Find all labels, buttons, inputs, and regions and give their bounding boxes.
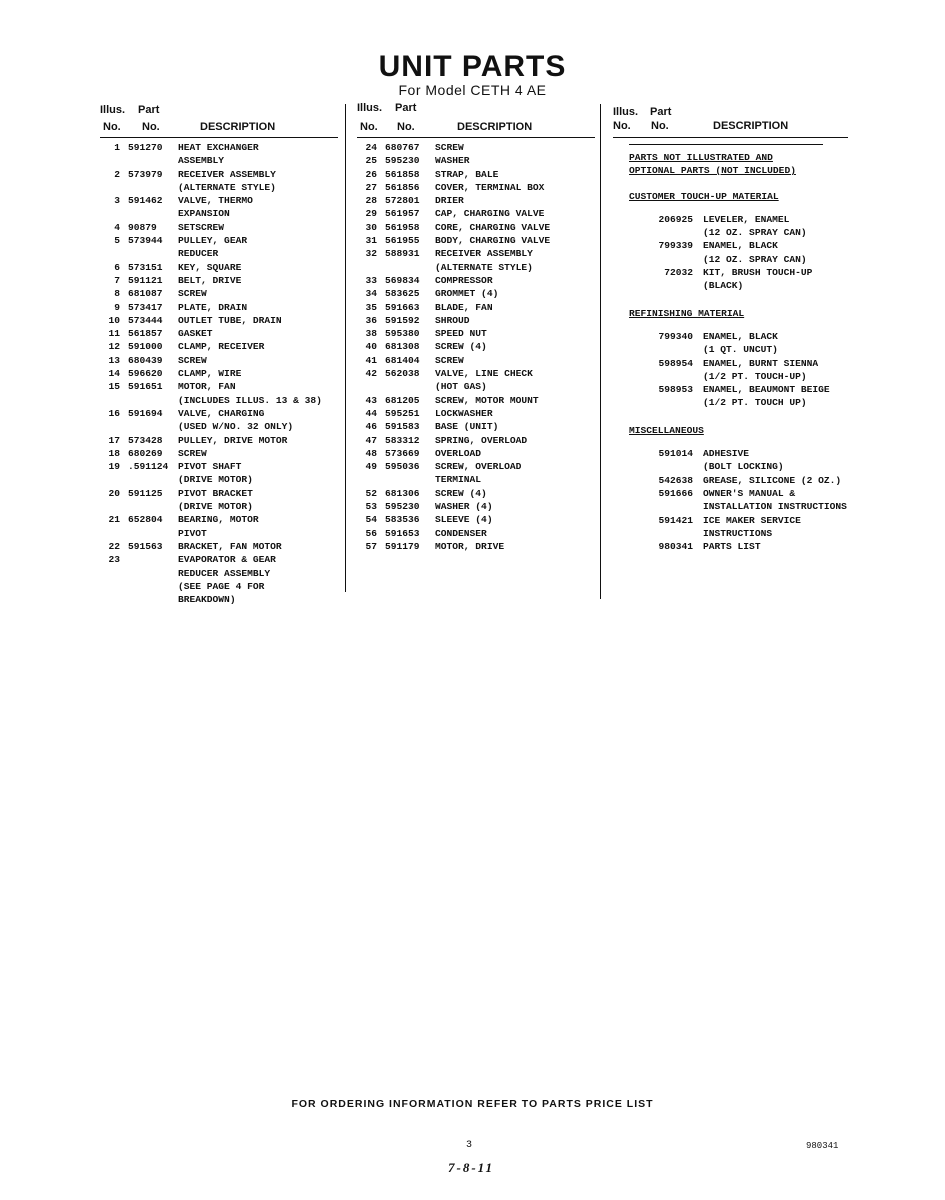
illus-number: 26 (365, 168, 377, 180)
illus-number: 11 (108, 328, 120, 340)
column-divider (600, 104, 601, 599)
part-number: 569834 (385, 274, 420, 286)
part-number: 595230 (385, 501, 420, 513)
part-description: KIT, BRUSH TOUCH-UP (703, 267, 813, 279)
part-number: 681308 (385, 341, 420, 353)
part-number: 591462 (128, 195, 163, 207)
illus-number: 46 (365, 421, 377, 433)
part-number: 681404 (385, 354, 420, 366)
part-number: 588931 (385, 248, 420, 260)
header-rule (357, 137, 595, 138)
part-description: SCREW (435, 142, 464, 153)
illus-number: 3 (114, 195, 120, 207)
part-description: BASE (UNIT) (435, 421, 499, 433)
illus-number: 36 (365, 314, 377, 326)
part-description: PULLEY, GEAR (178, 235, 248, 247)
part-description: OWNER'S MANUAL & (703, 487, 796, 499)
list-item (629, 370, 859, 383)
illus-number: 4 (114, 221, 120, 233)
part-number: 595036 (385, 461, 420, 473)
part-description: SPEED NUT (435, 328, 487, 340)
header-part: Part (650, 106, 672, 118)
header-illus: Illus. (357, 102, 383, 114)
section-title: REFINISHING MATERIAL (629, 307, 745, 319)
illus-number: 35 (365, 301, 377, 313)
illus-number: 38 (365, 328, 377, 340)
header-part: Part (138, 104, 160, 116)
part-description: ADHESIVE (703, 448, 750, 460)
header-part-no: No. (142, 121, 160, 133)
part-description: SCREW (178, 354, 207, 366)
illus-number: 41 (365, 354, 377, 366)
illus-number: 8 (114, 288, 120, 300)
part-description: LEVELER, ENAMEL (703, 213, 790, 225)
part-number: 598953 (658, 384, 693, 396)
list-item (629, 460, 859, 473)
part-description: PULLEY, DRIVE MOTOR (178, 434, 288, 446)
header-illus-no: No. (103, 121, 121, 133)
illus-number: 12 (108, 341, 120, 353)
part-description: REDUCER ASSEMBLY (178, 567, 271, 579)
part-description: SCREW (4) (435, 487, 487, 499)
header-rule (100, 137, 338, 138)
illus-number: 5 (114, 235, 120, 247)
header-description: DESCRIPTION (457, 121, 533, 133)
illus-number: 20 (108, 487, 120, 499)
column-header (357, 102, 595, 138)
part-description: STRAP, BALE (435, 168, 499, 180)
part-number: 591000 (128, 341, 163, 353)
part-number: 561958 (385, 221, 420, 233)
illus-number: 18 (108, 447, 120, 459)
column-header (100, 102, 338, 138)
part-description: BELT, DRIVE (178, 274, 242, 286)
part-description: VALVE, LINE CHECK (435, 368, 533, 380)
illus-number: 29 (365, 208, 377, 220)
part-number: 799340 (658, 330, 693, 342)
part-description: CLAMP, WIRE (178, 368, 242, 380)
part-description: TERMINAL (435, 474, 482, 486)
part-description: KEY, SQUARE (178, 261, 242, 273)
part-number: 562038 (385, 368, 420, 380)
list-item (629, 383, 859, 396)
part-description: EVAPORATOR & GEAR (178, 554, 276, 566)
header-part-no: No. (651, 120, 669, 132)
illus-number: 33 (365, 274, 377, 286)
illus-number: 15 (108, 381, 120, 393)
part-description: CAP, CHARGING VALVE (435, 208, 545, 220)
part-number: 591653 (385, 527, 420, 539)
part-description: (HOT GAS) (435, 381, 487, 393)
part-description: (BOLT LOCKING) (703, 461, 784, 473)
list-item (629, 330, 859, 343)
illus-number: 40 (365, 341, 377, 353)
part-description: SCREW (435, 354, 464, 366)
part-description: VALVE, CHARGING (178, 407, 265, 419)
header-illus-no: No. (613, 120, 631, 132)
part-description: COMPRESSOR (435, 274, 493, 286)
part-description: INSTALLATION INSTRUCTIONS (703, 501, 847, 513)
part-description: DRIER (435, 195, 464, 207)
part-number: 680269 (128, 447, 163, 459)
part-number: 680439 (128, 354, 163, 366)
list-item (629, 447, 859, 460)
part-description: REDUCER (178, 248, 219, 260)
part-description: PIVOT (178, 527, 207, 539)
page-title: UNIT PARTS (378, 50, 567, 83)
illus-number: 32 (365, 248, 377, 260)
part-number: 591651 (128, 381, 163, 393)
illus-number: 19 (108, 461, 120, 473)
part-description: ENAMEL, BURNT SIENNA (703, 357, 819, 369)
illus-number: 30 (365, 221, 377, 233)
part-number: 591663 (385, 301, 420, 313)
illus-number: 9 (114, 301, 120, 313)
part-number: 681087 (128, 288, 163, 300)
illus-number: 34 (365, 288, 377, 300)
part-description: ASSEMBLY (178, 155, 225, 167)
list-item (629, 540, 859, 553)
part-description: PIVOT BRACKET (178, 487, 253, 499)
list-item (629, 343, 859, 356)
part-description: GASKET (178, 328, 213, 340)
part-description: RECEIVER ASSEMBLY (435, 248, 533, 260)
part-description: WASHER (435, 155, 470, 167)
illus-number: 47 (365, 434, 377, 446)
part-number: 90879 (128, 221, 157, 233)
parts-column-3 (613, 102, 848, 553)
part-description: VALVE, THERMO (178, 195, 253, 207)
part-number: 681306 (385, 487, 420, 499)
part-description: (ALTERNATE STYLE) (435, 261, 533, 273)
parts-column-2 (357, 102, 595, 552)
part-number: 595380 (385, 328, 420, 340)
part-description: (12 OZ. SPRAY CAN) (703, 253, 807, 265)
part-description: PARTS LIST (703, 541, 761, 553)
material-section (629, 424, 859, 554)
parts-column-1 (100, 102, 338, 606)
not-illustrated-line-2: OPTIONAL PARTS (NOT INCLUDED) (629, 165, 796, 177)
part-number: 573669 (385, 447, 420, 459)
part-number: 591563 (128, 540, 163, 552)
list-item (629, 279, 859, 292)
part-description: (DRIVE MOTOR) (178, 501, 253, 513)
part-description: SPRING, OVERLOAD (435, 434, 528, 446)
illus-number: 52 (365, 487, 377, 499)
illus-number: 42 (365, 368, 377, 380)
part-number: 591179 (385, 540, 420, 552)
part-description: (1 QT. UNCUT) (703, 344, 778, 356)
part-description: LOCKWASHER (435, 407, 493, 419)
part-description: BLADE, FAN (435, 301, 493, 313)
illus-number: 49 (365, 461, 377, 473)
list-item (629, 514, 859, 527)
part-number: .591124 (128, 461, 169, 473)
part-description: MOTOR, DRIVE (435, 540, 505, 552)
ordering-note: FOR ORDERING INFORMATION REFER TO PARTS PRICE LIST (291, 1098, 654, 1110)
part-description: SCREW, MOTOR MOUNT (435, 394, 539, 406)
list-item (629, 213, 859, 226)
part-number: 583312 (385, 434, 420, 446)
illus-number: 14 (108, 368, 120, 380)
part-number: 680767 (385, 142, 420, 153)
additional-parts (629, 144, 859, 553)
material-section (629, 190, 859, 293)
model-subtitle: For Model CETH 4 AE (398, 82, 547, 98)
part-number: 591014 (658, 448, 693, 460)
part-number: 573979 (128, 168, 163, 180)
column-header (613, 102, 848, 138)
part-description: BEARING, MOTOR (178, 514, 259, 526)
part-number: 591666 (658, 487, 693, 499)
illus-number: 7 (114, 274, 120, 286)
part-number: 561957 (385, 208, 420, 220)
illus-number: 54 (365, 514, 377, 526)
illus-number: 1 (114, 142, 120, 153)
list-item (629, 396, 859, 409)
part-description: ENAMEL, BEAUMONT BEIGE (703, 384, 830, 396)
part-number: 561955 (385, 235, 420, 247)
part-number: 561856 (385, 181, 420, 193)
part-description: (BLACK) (703, 280, 744, 292)
illus-number: 17 (108, 434, 120, 446)
part-description: (ALTERNATE STYLE) (178, 181, 276, 193)
part-number: 591694 (128, 407, 163, 419)
part-description: CONDENSER (435, 527, 487, 539)
part-description: OUTLET TUBE, DRAIN (178, 314, 282, 326)
part-description: (USED W/NO. 32 ONLY) (178, 421, 294, 433)
part-description: GROMMET (4) (435, 288, 499, 300)
section-title: MISCELLANEOUS (629, 424, 704, 436)
part-number: 595251 (385, 407, 420, 419)
part-description: SCREW, OVERLOAD (435, 461, 522, 473)
illus-number: 2 (114, 168, 120, 180)
document-number: 980341 (806, 1141, 839, 1151)
part-number: 591121 (128, 274, 163, 286)
part-description: (1/2 PT. TOUCH UP) (703, 397, 807, 409)
part-number: 591125 (128, 487, 163, 499)
part-description: (INCLUDES ILLUS. 13 & 38) (178, 394, 322, 406)
part-description: OVERLOAD (435, 447, 482, 459)
part-description: (SEE PAGE 4 FOR (178, 580, 265, 592)
part-description: HEAT EXCHANGER (178, 142, 259, 153)
part-description: INSTRUCTIONS (703, 527, 773, 539)
illus-number: 43 (365, 394, 377, 406)
part-description: BODY, CHARGING VALVE (435, 235, 551, 247)
illus-number: 25 (365, 155, 377, 167)
list-item (629, 266, 859, 279)
part-description: CLAMP, RECEIVER (178, 341, 265, 353)
handwritten-date: 7-8-11 (448, 1160, 494, 1175)
part-number: 652804 (128, 514, 163, 526)
part-description: BREAKDOWN) (178, 594, 236, 606)
rule (629, 144, 823, 147)
list-item (629, 357, 859, 370)
part-number: 583536 (385, 514, 420, 526)
illus-number: 44 (365, 407, 377, 419)
header-illus: Illus. (613, 106, 639, 118)
illus-number: 24 (365, 142, 377, 153)
part-number: 573417 (128, 301, 163, 313)
illus-number: 10 (108, 314, 120, 326)
not-illustrated-note (629, 151, 859, 178)
part-number: 799339 (658, 240, 693, 252)
list-item (629, 527, 859, 540)
part-number: 573151 (128, 261, 163, 273)
part-description: PIVOT SHAFT (178, 461, 242, 473)
part-description: COVER, TERMINAL BOX (435, 181, 545, 193)
illus-number: 27 (365, 181, 377, 193)
part-number: 591592 (385, 314, 420, 326)
part-description: EXPANSION (178, 208, 230, 220)
illus-number: 13 (108, 354, 120, 366)
part-number: 561858 (385, 168, 420, 180)
part-number: 583625 (385, 288, 420, 300)
part-description: SETSCREW (178, 221, 225, 233)
part-description: SHROUD (435, 314, 470, 326)
part-description: (DRIVE MOTOR) (178, 474, 253, 486)
not-illustrated-line-1: PARTS NOT ILLUSTRATED AND (629, 152, 773, 163)
part-number: 681205 (385, 394, 420, 406)
part-number: 206925 (658, 213, 693, 225)
illus-number: 48 (365, 447, 377, 459)
illus-number: 6 (114, 261, 120, 273)
part-number: 561857 (128, 328, 163, 340)
part-description: WASHER (4) (435, 501, 493, 513)
list-item (629, 226, 859, 239)
part-number: 591270 (128, 142, 163, 153)
part-number: 980341 (658, 541, 693, 553)
part-number: 72032 (664, 267, 693, 279)
illus-number: 53 (365, 501, 377, 513)
header-part-no: No. (397, 121, 415, 133)
header-part: Part (395, 102, 417, 114)
part-number: 573428 (128, 434, 163, 446)
column-divider (345, 104, 346, 592)
part-description: ENAMEL, BLACK (703, 240, 778, 252)
part-description: SCREW (4) (435, 341, 487, 353)
list-item (629, 487, 859, 500)
part-number: 595230 (385, 155, 420, 167)
list-item (629, 474, 859, 487)
list-item (629, 500, 859, 513)
section-title: CUSTOMER TOUCH-UP MATERIAL (629, 190, 779, 202)
part-number: 572801 (385, 195, 420, 207)
part-number: 591583 (385, 421, 420, 433)
header-illus: Illus. (100, 104, 126, 116)
part-description: RECEIVER ASSEMBLY (178, 168, 276, 180)
part-description: SCREW (178, 447, 207, 459)
illus-number: 16 (108, 407, 120, 419)
illus-number: 56 (365, 527, 377, 539)
part-description: GREASE, SILICONE (2 OZ.) (703, 474, 842, 486)
part-description: ICE MAKER SERVICE (703, 514, 801, 526)
part-description: SLEEVE (4) (435, 514, 493, 526)
header-description: DESCRIPTION (713, 120, 789, 132)
part-description: (12 OZ. SPRAY CAN) (703, 227, 807, 239)
header-rule (613, 137, 848, 138)
part-description: SCREW (178, 288, 207, 300)
part-description: ENAMEL, BLACK (703, 330, 778, 342)
illus-number: 23 (108, 554, 120, 566)
illus-number: 22 (108, 540, 120, 552)
part-number: 573944 (128, 235, 163, 247)
header-description: DESCRIPTION (200, 121, 276, 133)
part-description: PLATE, DRAIN (178, 301, 248, 313)
list-item (629, 239, 859, 252)
part-description: BRACKET, FAN MOTOR (178, 540, 282, 552)
illus-number: 31 (365, 235, 377, 247)
illus-number: 28 (365, 195, 377, 207)
material-section (629, 307, 859, 410)
header-illus-no: No. (360, 121, 378, 133)
page-number: 3 (466, 1140, 473, 1151)
part-description: CORE, CHARGING VALVE (435, 221, 551, 233)
part-number: 542638 (658, 474, 693, 486)
part-number: 598954 (658, 357, 693, 369)
list-item (629, 253, 859, 266)
part-number: 596620 (128, 368, 163, 380)
illus-number: 57 (365, 540, 377, 552)
part-description: (1/2 PT. TOUCH-UP) (703, 370, 807, 382)
part-number: 591421 (658, 514, 693, 526)
part-description: MOTOR, FAN (178, 381, 236, 393)
illus-number: 21 (108, 514, 120, 526)
part-number: 573444 (128, 314, 163, 326)
